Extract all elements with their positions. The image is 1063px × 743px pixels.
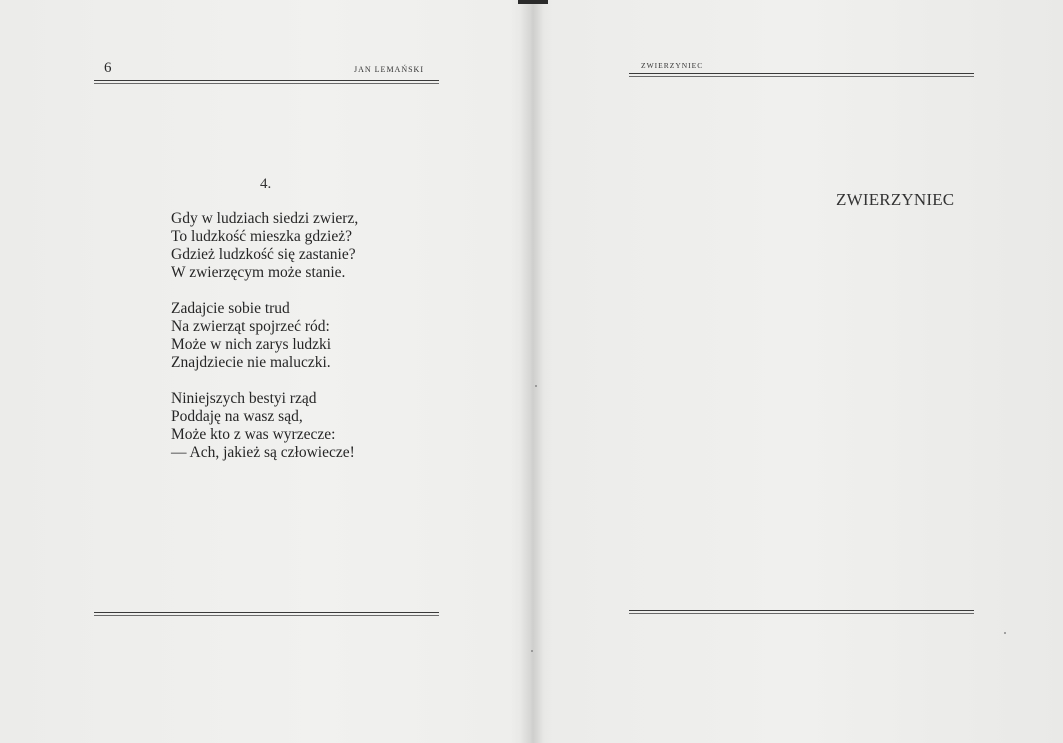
paper-speck bbox=[1004, 632, 1006, 634]
verse-line: Znajdziecie nie maluczki. bbox=[171, 354, 331, 371]
verse-line: Niniejszych bestyi rząd bbox=[171, 390, 317, 407]
stanza-number: 4. bbox=[260, 176, 272, 192]
left-page bbox=[0, 0, 530, 743]
header-rule bbox=[94, 80, 439, 81]
verse-line: Na zwierząt spojrzeć ród: bbox=[171, 318, 330, 335]
paper-speck bbox=[531, 650, 533, 652]
verse-line: Poddaję na wasz sąd, bbox=[171, 408, 303, 425]
verse-line: To ludzkość mieszka gdzież? bbox=[171, 228, 352, 245]
verse-line: Może w nich zarys ludzki bbox=[171, 336, 332, 353]
poem-text bbox=[171, 210, 358, 480]
verse-line: Zadajcie sobie trud bbox=[171, 300, 290, 317]
stanza-3 bbox=[171, 390, 358, 462]
verse-line: Gdy w ludziach siedzi zwierz, bbox=[171, 210, 359, 227]
footer-rule-right bbox=[629, 610, 974, 611]
page-number: 6 bbox=[104, 60, 112, 76]
stanza-1 bbox=[171, 210, 358, 282]
right-page bbox=[535, 0, 1063, 743]
verse-line: — Ach, jakież są człowiecze! bbox=[171, 444, 355, 461]
paper-speck bbox=[535, 385, 537, 387]
stanza-2 bbox=[171, 300, 358, 372]
header-rule-right bbox=[629, 73, 974, 74]
verse-line: Może kto z was wyrzecze: bbox=[171, 426, 336, 443]
running-head-title: ZWIERZYNIEC bbox=[641, 61, 704, 70]
verse-line: Gdzież ludzkość się zastanie? bbox=[171, 246, 356, 263]
verse-line: W zwierzęcym może stanie. bbox=[171, 264, 346, 281]
section-title: ZWIERZYNIEC bbox=[836, 190, 955, 209]
running-head-author: JAN LEMAŃSKI bbox=[354, 65, 424, 74]
footer-rule bbox=[94, 612, 439, 613]
